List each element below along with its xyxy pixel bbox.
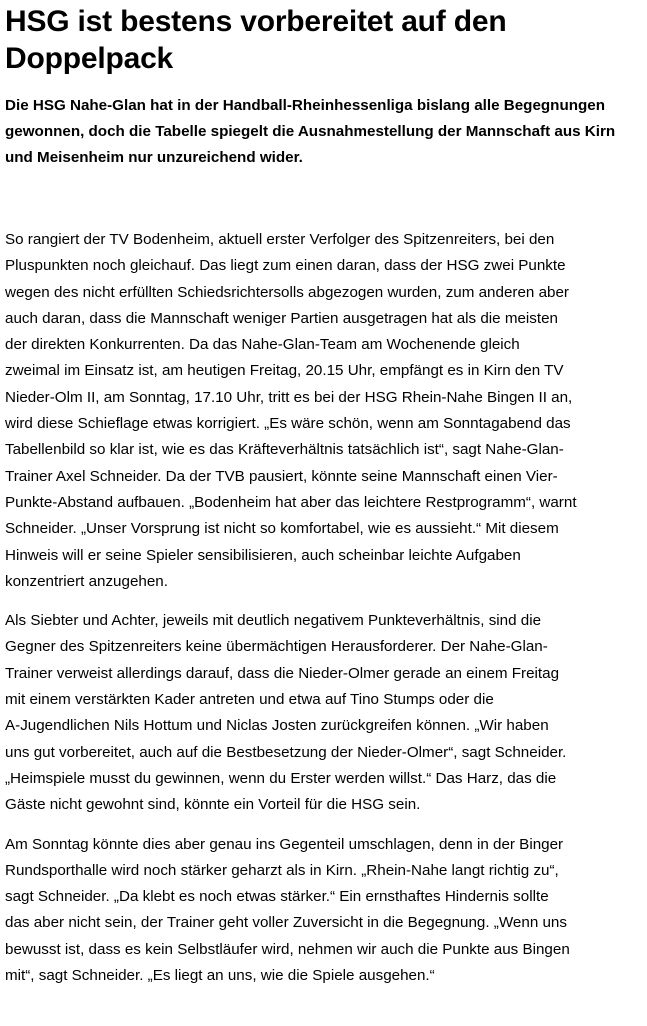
article-lead: Die HSG Nahe-Glan hat in der Handball-Rheinhessenliga bislang alle Begegnungen gewonnen, doch die Tabelle spiegelt die Ausnahmestellung der Mannschaft aus Kirn und Meisenheim nur unzureichend wider. — [5, 97, 616, 166]
article-headline: HSG ist bestens vorbereitet auf den Doppelpack — [5, 5, 507, 75]
article — [0, 3, 646, 989]
article-body — [5, 227, 646, 989]
article-paragraph-2: Als Siebter und Achter, jeweils mit deutlich negativem Punkteverhältnis, sind die Gegner des Spitzenreiters keine übermächtigen Herausforderer. Der Nahe-Glan- Trainer verweist allerdings darauf, dass die Nieder-Olmer gerade an einem Freitag mit einem verstärkten Kader antreten und etwa auf Tino Stumps oder die A-Jugendlichen Nils Hottum und Niclas Josten zurückgreifen können. „Wir haben uns gut vorbereitet, auch auf die Bestbesetzung der Nieder-Olmer“, sagt Schneider. „Heimspiele musst du gewinnen, wenn du Erster werden willst.“ Das Harz, das die Gäste nicht gewohnt sind, könnte ein Vorteil für die HSG sein. — [5, 612, 567, 814]
article-paragraph-3: Am Sonntag könnte dies aber genau ins Gegenteil umschlagen, denn in der Binger Rundsporthalle wird noch stärker geharzt als in Kirn. „Rhein-Nahe langt richtig zu“, sagt Schneider. „Da klebt es noch etwas stärker.“ Ein ernsthaftes Hindernis sollte das aber nicht sein, der Trainer geht voller Zuversicht in die Begegnung. „Wenn uns bewusst ist, dass es kein Selbstläufer wird, nehmen wir auch die Punkte aus Bingen mit“, sagt Schneider. „Es liegt an uns, wie die Spiele ausgehen.“ — [5, 835, 570, 985]
article-paragraph-1: So rangiert der TV Bodenheim, aktuell erster Verfolger des Spitzenreiters, bei den Pluspunkten noch gleichauf. Das liegt zum einen daran, dass der HSG zwei Punkte wegen des nicht erfüllten Schiedsrichtersolls abgezogen wurden, zum anderen aber auch daran, dass die Mannschaft weniger Partien ausgetragen hat als die meisten der direkten Konkurrenten. Da das Nahe-Glan-Team am Wochenende gleich zweimal im Einsatz ist, am heutigen Freitag, 20.15 Uhr, empfängt es in Kirn den TV Nieder-Olm II, am Sonntag, 17.10 Uhr, tritt es bei der HSG Rhein-Nahe Bingen II an, wird diese Schieflage etwas korrigiert. „Es wäre schön, wenn am Sonntagabend das Tabellenbild so klar ist, wie es das Kräfteverhältnis tatsächlich ist“, sagt Nahe-Glan- Trainer Axel Schneider. Da der TVB pausiert, könnte seine Mannschaft einen Vier- Punkte-Abstand aufbauen. „Bodenheim hat aber das leichtere Restprogramm“, warnt Schneider. „Unser Vorsprung ist nicht so komfortabel, wie es aussieht.“ Mit diesem Hinweis will er seine Spieler sensibilisieren, auch scheinbar leichte Aufgaben konzentriert anzugehen. — [5, 231, 577, 590]
